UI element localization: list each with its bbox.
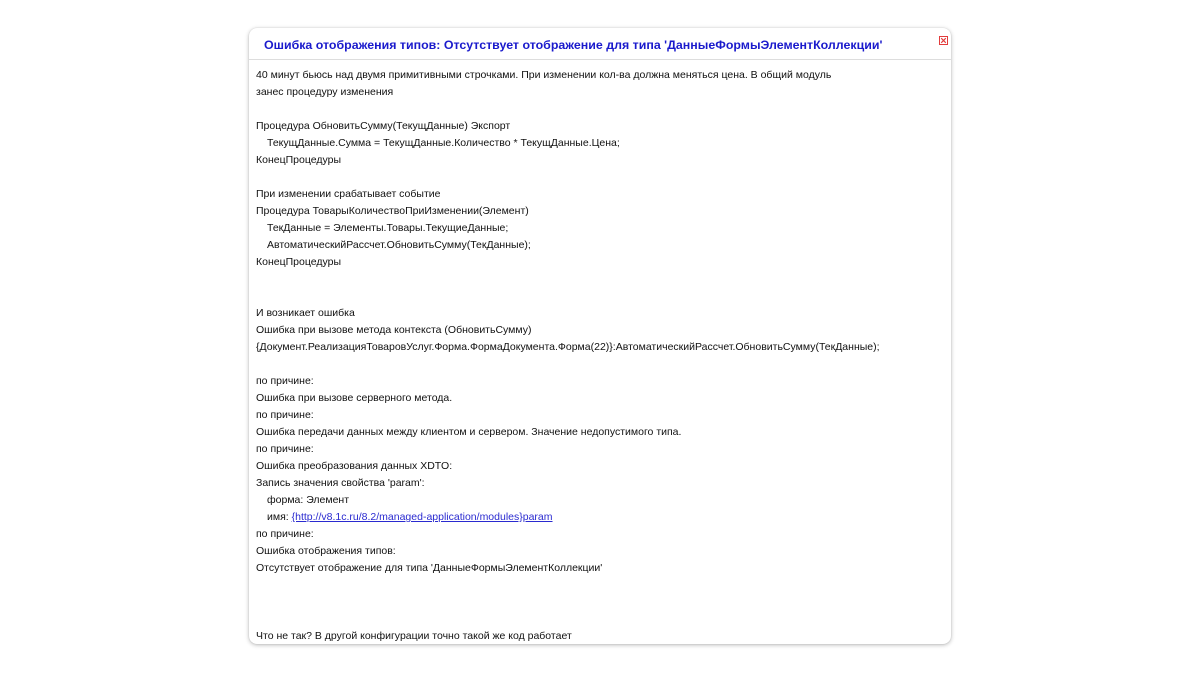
reason-label: по причине:	[256, 443, 314, 455]
question-title: Ошибка отображения типов: Отсутствует отображение для типа 'ДанныеФормыЭлементКоллекции'	[264, 38, 883, 52]
error-line: Ошибка отображения типов:	[256, 545, 396, 557]
error-intro: И возникает ошибка	[256, 307, 355, 319]
event-intro: При изменении срабатывает событие	[256, 188, 441, 200]
code-line: Процедура ОбновитьСумму(ТекущДанные) Экспорт	[256, 120, 511, 132]
error-line: форма: Элемент	[267, 494, 350, 506]
code-line: Процедура ТоварыКоличествоПриИзменении(Элемент)	[256, 205, 529, 217]
error-line: {Документ.РеализацияТоваровУслуг.Форма.ФормаДокумента.Форма(22)}:АвтоматическийРассчет.ОбновитьСумму(ТекДанные);	[256, 341, 880, 353]
code-line: КонецПроцедуры	[256, 154, 341, 166]
closing-line: Что не так? В другой конфигурации точно такой же код работает	[256, 630, 572, 642]
close-icon[interactable]	[939, 36, 948, 45]
intro-line-2: занес процедуру изменения	[256, 86, 394, 98]
question-card	[249, 28, 951, 644]
code-line: ТекущДанные.Сумма = ТекущДанные.Количество * ТекущДанные.Цена;	[267, 137, 620, 149]
code-line: КонецПроцедуры	[256, 256, 341, 268]
error-line: Ошибка преобразования данных XDTO:	[256, 460, 453, 472]
error-line	[256, 509, 947, 526]
reason-label: по причине:	[256, 375, 314, 387]
namespace-link[interactable]: {http://v8.1c.ru/8.2/managed-application/modules}param	[291, 511, 553, 523]
error-line: Ошибка при вызове серверного метода.	[256, 392, 453, 404]
intro-line-1: 40 минут бьюсь над двумя примитивными строчками. При изменении кол-ва должна меняться цена. В общий модуль	[256, 69, 832, 81]
error-line: Ошибка передачи данных между клиентом и сервером. Значение недопустимого типа.	[256, 426, 682, 438]
code-line: АвтоматическийРассчет.ОбновитьСумму(ТекДанные);	[267, 239, 531, 251]
name-prefix: имя:	[267, 511, 292, 523]
error-line: Ошибка при вызове метода контекста (ОбновитьСумму)	[256, 324, 532, 336]
question-body	[256, 67, 947, 644]
reason-label: по причине:	[256, 409, 314, 421]
code-line: ТекДанные = Элементы.Товары.ТекущиеДанные;	[267, 222, 509, 234]
reason-label: по причине:	[256, 528, 314, 540]
question-header	[249, 28, 951, 60]
error-line: Отсутствует отображение для типа 'ДанныеФормыЭлементКоллекции'	[256, 562, 603, 574]
error-line: Запись значения свойства 'param':	[256, 477, 425, 489]
